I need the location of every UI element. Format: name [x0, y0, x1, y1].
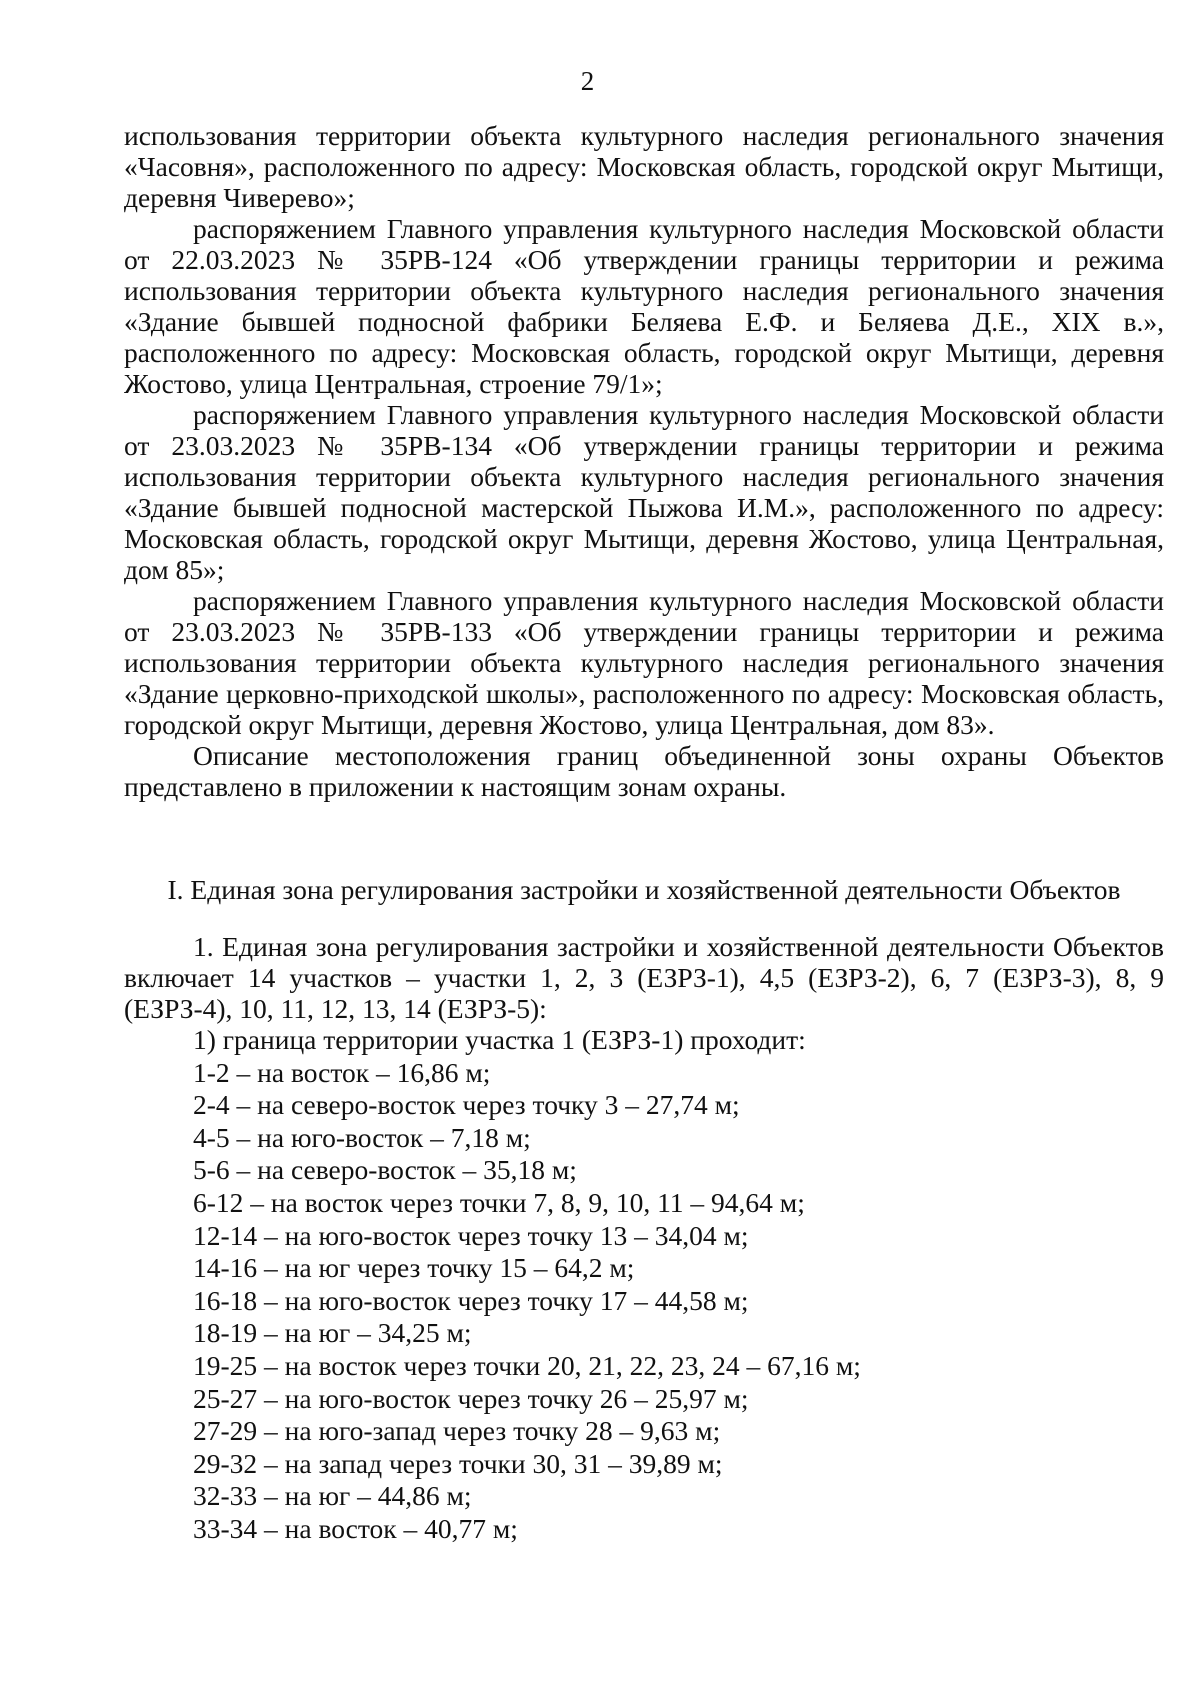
body-text: [124, 120, 1164, 802]
paragraph: Описание местоположения границ объединенной зоны охраны Объектов представлено в приложении к настоящим зонам охраны.: [124, 740, 1164, 802]
paragraph: распоряжением Главного управления культурного наследия Московской области от 22.03.2023 № 35РВ-124 «Об утверждении границы территории и режима использования территории объекта культурного наследия регионального значения «Здание бывшей подносной фабрики Беляева Е.Ф. и Беляева Д.Е., XIX в.», расположенного по адресу: Московская область, городской округ Мытищи, деревня Жостово, улица Центральная, строение 79/1»;: [124, 213, 1164, 399]
boundary-line: 12-14 – на юго-восток через точку 13 – 34,04 м;: [193, 1219, 749, 1251]
boundary-line: 33-34 – на восток – 40,77 м;: [193, 1512, 518, 1544]
boundary-line: 2-4 – на северо-восток через точку 3 – 27,74 м;: [193, 1089, 740, 1121]
boundary-line: 25-27 – на юго-восток через точку 26 – 25,97 м;: [193, 1382, 749, 1414]
boundary-line: 32-33 – на юг – 44,86 м;: [193, 1480, 472, 1512]
boundary-line: 19-25 – на восток через точки 20, 21, 22, 23, 24 – 67,16 м;: [193, 1349, 861, 1381]
boundary-line: 29-32 – на запад через точки 30, 31 – 39,89 м;: [193, 1447, 723, 1479]
boundary-line: 1) граница территории участка 1 (ЕЗРЗ-1) проходит:: [193, 1024, 806, 1055]
boundary-line: 6-12 – на восток через точки 7, 8, 9, 10, 11 – 94,64 м;: [193, 1186, 805, 1218]
paragraph: распоряжением Главного управления культурного наследия Московской области от 23.03.2023 № 35РВ-134 «Об утверждении границы территории и режима использования территории объекта культурного наследия регионального значения «Здание бывшей подносной мастерской Пыжова И.М.», расположенного по адресу: Московская область, городской округ Мытищи, деревня Жостово, улица Центральная, дом 85»;: [124, 399, 1164, 585]
boundary-line: 16-18 – на юго-восток через точку 17 – 44,58 м;: [193, 1284, 749, 1316]
boundary-line: 1-2 – на восток – 16,86 м;: [193, 1056, 491, 1088]
section-intro: 1. Единая зона регулирования застройки и хозяйственной деятельности Объектов включает 14 участков – участки 1, 2, 3 (ЕЗРЗ-1), 4,5 (ЕЗРЗ-2), 6, 7 (ЕЗРЗ-3), 8, 9 (ЕЗРЗ-4), 10, 11, 12, 13, 14 (ЕЗРЗ-5):: [124, 931, 1164, 1024]
boundary-line: 5-6 – на северо-восток – 35,18 м;: [193, 1154, 577, 1186]
boundary-line: 18-19 – на юг – 34,25 м;: [193, 1317, 472, 1349]
paragraph: использования территории объекта культурного наследия регионального значения «Часовня», расположенного по адресу: Московская область, городской округ Мытищи, деревня Чиверево»;: [124, 120, 1164, 213]
paragraph: распоряжением Главного управления культурного наследия Московской области от 23.03.2023 № 35РВ-133 «Об утверждении границы территории и режима использования территории объекта культурного наследия регионального значения «Здание церковно-приходской школы», расположенного по адресу: Московская область, городской округ Мытищи, деревня Жостово, улица Центральная, дом 83».: [124, 585, 1164, 740]
section-heading: I. Единая зона регулирования застройки и хозяйственной деятельности Объектов: [167, 874, 1121, 905]
boundary-line: 4-5 – на юго-восток – 7,18 м;: [193, 1121, 531, 1153]
boundary-line: 27-29 – на юго-запад через точку 28 – 9,63 м;: [193, 1415, 721, 1447]
page-number: 2: [580, 66, 595, 96]
boundary-section: [124, 931, 1164, 1546]
boundary-line: 14-16 – на юг через точку 15 – 64,2 м;: [193, 1252, 635, 1284]
